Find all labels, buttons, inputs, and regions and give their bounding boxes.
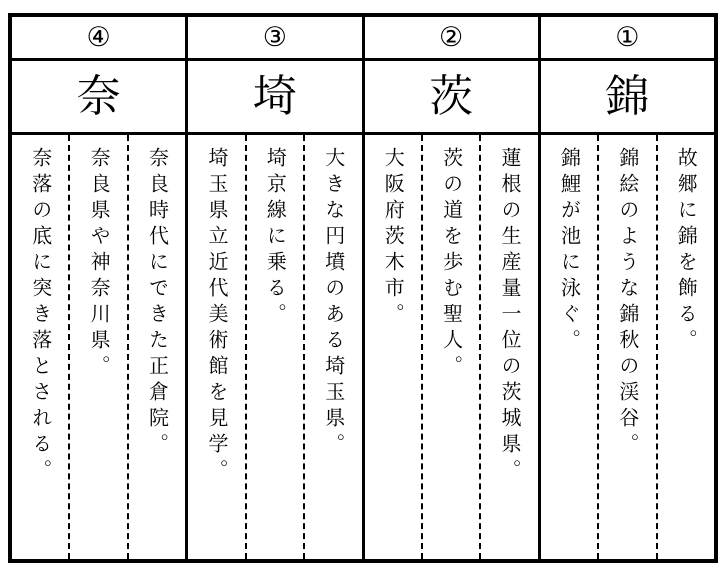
- sentence-text: 埼京線に乗る。: [263, 147, 288, 329]
- example-sentence: [423, 135, 481, 559]
- example-sentence: [12, 135, 70, 559]
- sentence-text: 奈良時代にできた正倉院。: [145, 147, 170, 459]
- example-sentence: [129, 135, 185, 559]
- sentence-text: 茨の道を歩む聖人。: [439, 147, 464, 381]
- example-sentence: [481, 135, 537, 559]
- kanji-table: [8, 13, 718, 563]
- sentence-text: 奈良県や神奈川県。: [87, 147, 112, 381]
- column-number-2: ②: [365, 17, 538, 61]
- example-sentence: [364, 135, 422, 559]
- sentence-text: 錦絵のような錦秋の渓谷。: [615, 147, 640, 459]
- column-kanji-3: 埼: [188, 61, 361, 135]
- example-sentence: [305, 135, 361, 559]
- sentence-cell-4: [12, 135, 185, 559]
- sentence-text: 埼玉県立近代美術館を見学。: [204, 147, 229, 485]
- column-number-1: ①: [541, 17, 714, 61]
- column-number-3: ③: [188, 17, 361, 61]
- column-kanji-4: 奈: [12, 61, 185, 135]
- example-sentence: [188, 135, 246, 559]
- example-sentence: [70, 135, 128, 559]
- example-sentence: [658, 135, 714, 559]
- column-number-4: ④: [12, 17, 185, 61]
- sentence-text: 故郷に錦を飾る。: [674, 147, 699, 355]
- sentence-cell-1: [541, 135, 714, 559]
- sentence-cell-2: [365, 135, 538, 559]
- sentence-text: 蓮根の生産量一位の茨城県。: [498, 147, 523, 485]
- kanji-column-1: [541, 17, 714, 559]
- column-kanji-1: 錦: [541, 61, 714, 135]
- kanji-column-3: [188, 17, 364, 559]
- sentence-text: 奈落の底に突き落とされる。: [28, 147, 53, 485]
- sentence-text: 錦鯉が池に泳ぐ。: [557, 147, 582, 355]
- sentence-text: 大阪府茨木市。: [381, 147, 406, 329]
- sentence-text: 大きな円墳のある埼玉県。: [321, 147, 346, 459]
- example-sentence: [247, 135, 305, 559]
- example-sentence: [541, 135, 599, 559]
- kanji-column-4: [12, 17, 188, 559]
- example-sentence: [599, 135, 657, 559]
- sentence-cell-3: [188, 135, 361, 559]
- kanji-column-2: [365, 17, 541, 559]
- column-kanji-2: 茨: [365, 61, 538, 135]
